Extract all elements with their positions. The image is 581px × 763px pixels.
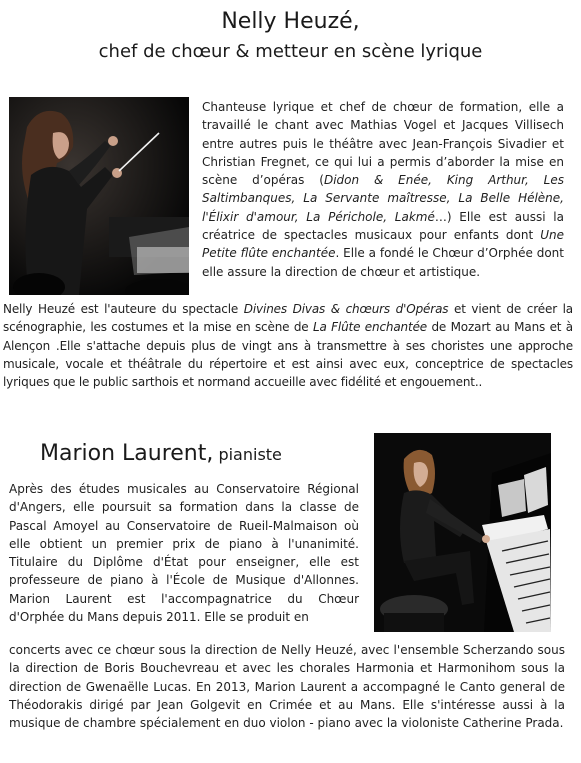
bio-marion-more: concerts avec ce chœur sous la direction de Nelly Heuzé, avec l'ensemble Scherzando sous la direction de Boris Bouchevreau et avec les chorales Harmonia et Harmonihom sous la direction de Gwenaëlle Lucas. En 2013, Marion Laurent a accompagné le Canto general de Théodorakis dirigé par Jean Golgevit en Crimée et au Mans. Elle s'intéresse aussi à la musique de chambre spécialement en duo violon - piano avec la violoniste Catherine Prada. [9,643,565,731]
bio-nelly-intro [202,98,564,281]
italic-title-span: Une Petite flûte enchantée [202,228,564,261]
bio-nelly-more [3,300,573,391]
text-span: Chanteuse lyrique et chef de chœur de formation, elle a travaillé le chant avec Mathias Vogel et Jacques Villisech entre autres puis le théâtre avec Jean-François Sivadier et Christian Fregnet, ce qui lui a permis d’aborder la mise en scène d’opéras ( [202,100,564,188]
text-span: …) Elle est aussi la créatrice de spectacles musicaux pour enfants dont [202,209,564,243]
text-span: Nelly Heuzé est l'auteure du spectacle [3,302,244,316]
pianist-photo [374,433,551,632]
text-span: de Mozart au Mans et à Alençon .Elle s'attache depuis plus de vingt ans à transmettre à ses choristes une approche musicale, vocale et théâtrale du répertoire et est ainsi avec eux, conceptrice de spectacles lyriques que le public sarthois et normand accueille avec fidélité et engouement.. [3,320,573,390]
italic-title-span: Didon & Enée, King Arthur, Les Saltimbanques, La Servante maîtresse, La Belle Hélène, l'Élixir d'amour, La Périchole, Lakmé [202,173,564,224]
conductor-photo [9,97,189,295]
section2-title-name: Marion Laurent, [40,441,214,466]
italic-title-span: La Flûte enchantée [312,320,428,335]
section1-title: Nelly Heuzé, [221,9,360,34]
bio-marion-intro: Après des études musicales au Conservatoire Régional d'Angers, elle poursuit sa formation dans la classe de Pascal Amoyel au Conservatoire de Rueil-Malmaison où elle obtient un premier prix de piano à l'unanimité. Titulaire du Diplôme d'État pour enseigner, elle est professeure de piano à l'École de Musique d'Allonnes. Marion Laurent est l'accompagnatrice du Chœur d'Orphée du Mans depuis 2011. Elle se produit en [9,482,359,625]
section1-subtitle: chef de chœur & metteur en scène lyrique [98,41,483,62]
text-span: et vient de créer la scénographie, les costumes et la mise en scène de [3,302,573,335]
italic-title-span: Divines Divas & chœurs d'Opéras [243,302,449,316]
section2-title [40,440,360,469]
section2-title-role: pianiste [213,445,282,464]
text-span: . Elle a fondé le Chœur d’Orphée dont elle assure la direction de chœur et artistique. [202,246,564,279]
